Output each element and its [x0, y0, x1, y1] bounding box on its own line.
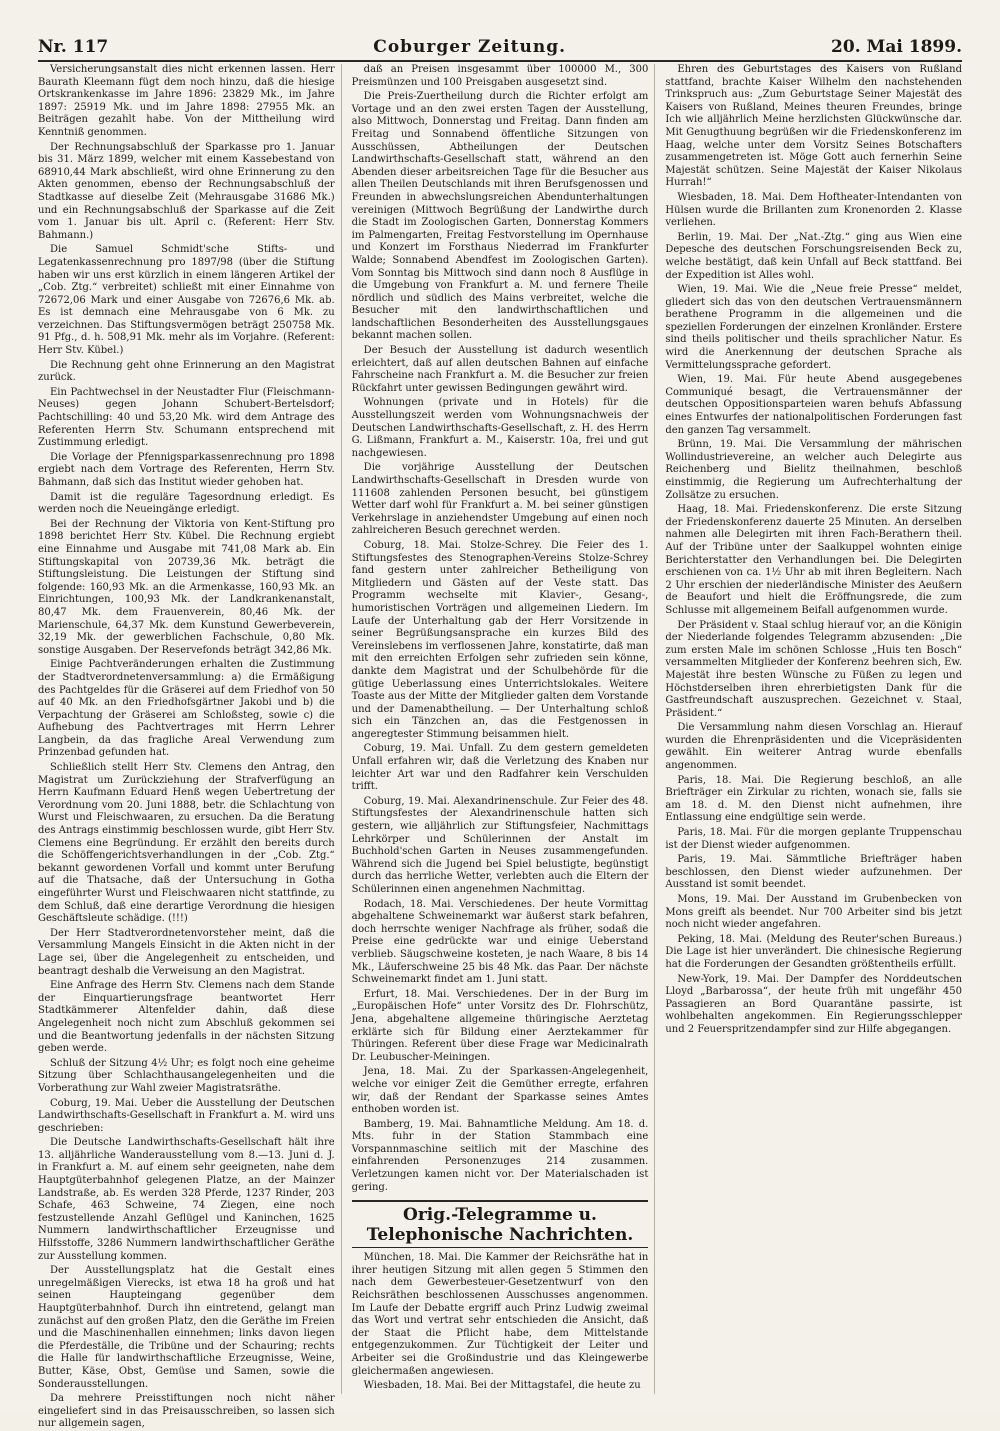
article-paragraph: Coburg, 19. Mai. Alexandrinenschule. Zur Feier des 48. Stiftungsfestes der Alexandrinenschule hatten sich gestern, wie alljährlich zur Stiftungsfeier, Nachmittags Lehrkörper und Schülerinnen der Anstalt im Buchhold'schen Garten in Neuses zusammengefunden. Während sich die Jugend bei Spiel belustigte, begünstigt durch das herrliche Wetter, verlebten auch die Eltern der Schülerinnen einen angenehmen Nachmittag.: [351, 795, 649, 895]
article-paragraph: Bei der Rechnung der Viktoria von Kent-Stiftung pro 1898 berichtet Herr Stv. Kübel. Die Rechnung ergiebt eine Einnahme und Ausgabe mit 741,08 Mark ab. Ein Stiftungskapital von 20739,36 Mk. beträgt die Stiftungsleistung. Die Leistungen der Stiftung sind folgende: 160,93 Mk. an die Armenkasse, 160,93 Mk. an Einrichtungen, 100,93 Mk. der Landkrankenanstalt, 80,47 Mk. dem Frauenverein, 80,46 Mk. der Marienschule, 64,37 Mk. dem Kunstund Gewerbeverein, 32,19 Mk. der gewerblichen Fachschule, 0,80 Mk. sonstige Ausgaben. Der Reservefonds beträgt 342,86 Mk.: [38, 518, 335, 656]
article-paragraph: Peking, 18. Mai. (Meldung des Reuter'schen Bureaus.) Die Lage ist hier unverändert. Die chinesische Regierung hat die Forderungen der Gesandten größtentheils erfüllt.: [665, 933, 963, 970]
article-paragraph: Berlin, 19. Mai. Der „Nat.-Ztg.“ ging aus Wien eine Depesche des deutschen Forschungsreisenden Beck zu, welche bestätigt, daß kein Unfall auf Beck stattfand. Bei der Expedition ist Alles wohl.: [665, 231, 963, 281]
article-paragraph: Die Preis-Zuertheilung durch die Richter erfolgt am Vortage und an den zwei ersten Tagen der Ausstellung, also Mittwoch, Donnerstag und Freitag. Dann finden am Freitag und Sonnabend öffentliche Sitzungen von Ausschüssen, Abtheilungen der Deutschen Landwirthschafts-Gesellschaft statt, während an den Abenden dieser arbeitsreichen Tage für die Besucher aus allen Theilen Deutschlands mit ihren Berufsgenossen und Freunden in abwechslungsreichen Abendunterhaltungen vereinigen (Mittwoch Begrüßung der Landwirthe durch die Stadt im Zoologischen Garten, Donnerstag Kommers im Palmengarten, Freitag Festvorstellung im Opernhause und Konzert im Forsthaus Niederrad im Frankfurter Walde; Sonnabend Abendfest im Zoologischen Garten). Vom Sonntag bis Mittwoch sind dann noch 8 Ausflüge in die Umgebung von Frankfurt a. M. und fernere Theile nördlich und südlich des Mains verbreitet, welche die Besucher mit den landwirthschaftlichen und landschaftlichen Besonderheiten des Ausstellungsgaues bekannt machen sollen.: [351, 91, 649, 342]
article-paragraph: Der Rechnungsabschluß der Sparkasse pro 1. Januar bis 31. März 1899, welcher mit einem Kassebestand von 68910,44 Mark abschließt, wird ohne Erinnerung zu den Akten genommen, ebenso der Rechnungsabschluß der Stadtkasse auf dieselbe Zeit (Mehrausgabe 31686 Mk.) und ein Rechnungsabschluß der Sparkasse auf die Zeit vom 1. Januar bis ult. April c. (Referent: Herr Stv. Bahmann.): [38, 141, 335, 241]
article-paragraph: Wiesbaden, 18. Mai. Dem Hoftheater-Intendanten von Hülsen wurde die Brillanten zum Kronenorden 2. Klasse verliehen.: [665, 191, 963, 229]
article-paragraph: New-York, 19. Mai. Der Dampfer des Norddeutschen Lloyd „Barbarossa“, der heute früh mit ungefähr 450 Passagieren an Bord Quarantäne passirte, ist wohlbehalten angekommen. Ein Regierungsschlepper und 2 Feuerspritzendampfer sind zur Hilfe abgegangen.: [665, 973, 963, 1035]
article-paragraph: Einige Pachtveränderungen erhalten die Zustimmung der Stadtverordnetenversammlung: a) die Ermäßigung des Pachtgeldes für die Gräserei auf dem Friedhof von 50 auf 40 Mk. an den Friedhofsgärtner Jakobi und b) die Verpachtung der Gräserei am Schloßsteg, sowie c) die Aufhebung des Pachtvertrages mit Herrn Lehrer Langbein, da das fragliche Areal Verwendung zum Prinzenbad gefunden hat.: [38, 659, 335, 759]
article-paragraph: Coburg, 19. Mai. Ueber die Ausstellung der Deutschen Landwirthschafts-Gesellschaft in Frankfurt a. M. wird uns geschrieben:: [38, 1097, 335, 1134]
masthead: [38, 30, 962, 62]
article-paragraph: Coburg, 18. Mai. Stolze-Schrey. Die Feier des 1. Stiftungsfestes des Stenographen-Vereins Stolze-Schrey fand gestern unter zahlreicher Betheiligung von Mitgliedern und Gästen auf der Veste statt. Das Programm wechselte mit Klavier-, Gesang-, humoristischen Vorträgen und allgemeinen Liedern. Im Laufe der Unterhaltung gab der Herr Vorsitzende in seiner Begrüßungsansprache ein kurzes Bild des Vereinslebens im verflossenen Jahre, konstatirte, daß man mit den erreichten Erfolgen sehr zufrieden sein könne, dankte dem Magistrat und der Schulbehörde für die gütige Ueberlassung eines Unterrichtslokales. Weitere Toaste aus der Mitte der Mitglieder galten dem Vorstande und der Damenabtheilung. — Der Unterhaltung schloß sich ein Tänzchen an, das die Festgenossen in angeregtester Stimmung beisammen hielt.: [351, 539, 649, 740]
article-paragraph: Eine Anfrage des Herrn Stv. Clemens nach dem Stande der Einquartierungsfrage beantwortet Herr Stadtkämmerer Altenfelder dahin, daß diese Angelegenheit noch nicht zum Abschluß gekommen sei und die Beantwortung jedenfalls in der nächsten Sitzung geben werde.: [38, 980, 335, 1055]
article-paragraph: Der Besuch der Ausstellung ist dadurch wesentlich erleichtert, daß auf allen deutschen Bahnen auf einfache Fahrscheine nach Frankfurt a. M. die Besucher zur freien Rückfahrt unter gewissen Bedingungen gewährt wird.: [351, 345, 649, 394]
article-paragraph: Paris, 19. Mai. Sämmtliche Briefträger haben beschlossen, den Dienst wieder aufzunehmen. Der Ausstand ist somit beendet.: [665, 854, 963, 891]
article-paragraph: Die Samuel Schmidt'sche Stifts- und Legatenkassenrechnung pro 1897/98 (über die Stiftung haben wir uns erst kürzlich in einem längeren Artikel der „Cob. Ztg.“ verbreitet) schließt mit einer Einnahme von 72672,06 Mark und einer Ausgabe von 72676,6 Mk. ab. Es ist demnach eine Mehrausgabe von 6 Mk. zu verzeichnen. Das Stiftungsvermögen beträgt 250758 Mk. 91 Pfg., d. h. 508,91 Mk. mehr als im Vorjahre. (Referent: Herr Stv. Kübel.): [38, 244, 335, 357]
article-paragraph: Rodach, 18. Mai. Verschiedenes. Der heute Vormittag abgehaltene Schweinemarkt war äußerst stark befahren, doch herrschte weniger Nachfrage als früher, sodaß die Preise eine gedrückte war und einige Ueberstand verblieb. Säugschweine kosteten, je nach Waare, 8 bis 14 Mk., Läuferschweine 25 bis 48 Mk. das Paar. Der nächste Schweinemarkt findet am 1. Juni statt.: [351, 898, 649, 986]
article-paragraph: Paris, 18. Mai. Für die morgen geplante Truppenschau ist der Dienst wieder aufgenommen.: [665, 827, 963, 851]
column-2: [352, 64, 656, 1394]
issue-number: Nr. 117: [38, 37, 109, 57]
article-paragraph: Erfurt, 18. Mai. Verschiedenes. Der in der Burg im „Europäischen Hofe“ unter Vorsitz des Dr. Flohrschütz, Jena, abgehaltene allgemeine thüringische Aerztetag erklärte sich für Bildung einer Aerztekammer für Thüringen. Referent über diese Frage war Medicinalrath Dr. Leubuscher-Meiningen.: [351, 988, 649, 1063]
article-paragraph: Damit ist die reguläre Tagesordnung erledigt. Es werden noch die Neueingänge erledigt.: [38, 491, 335, 516]
article-paragraph: Bamberg, 19. Mai. Bahnamtliche Meldung. Am 18. d. Mts. fuhr in der Station Stammbach eine Vorspannmaschine seitlich mit der Maschine des einfahrenden Personenzuges 214 zusammen. Verletzungen kamen nicht vor. Der Materialschaden ist gering.: [351, 1118, 649, 1193]
issue-date: 20. Mai 1899.: [831, 37, 962, 57]
article-paragraph: Da mehrere Preisstiftungen noch nicht näher eingeliefert sind in das Preisausschreiben, so lassen sich nur allgemein sagen,: [38, 1393, 335, 1430]
article-paragraph: Ehren des Geburtstages des Kaisers von Rußland stattfand, brachte Kaiser Wilhelm den nachstehenden Trinkspruch aus: „Zum Geburtstage Seiner Majestät des Kaisers von Rußland, Meines theuren Freundes, bringe Ich wie alljährlich Meine herzlichsten Glückwünsche dar. Mit Genugthuung begrüßen wir die Friedenskonferenz im Haag, welche unter dem Vorsitz Seines Botschafters zusammengetreten ist. Möge Gott auch fernerhin Seine Majestät schützen. Seine Majestät der Kaiser Nikolaus Hurrah!“: [665, 64, 963, 189]
article-paragraph: Ein Pachtwechsel in der Neustadter Flur (Fleischmann-Neuses) gegen Johann Schubert-Bertelsdorf; Pachtschilling: 40 und 53,20 Mk. wird dem Antrage des Referenten Herrn Stv. Schumann entsprechend mit Zustimmung erledigt.: [38, 386, 335, 449]
section-title: Orig.-Telegramme u. Telephonische Nachrichten.: [352, 1200, 649, 1248]
column-3: [665, 64, 962, 1394]
article-paragraph: Der Präsident v. Staal schlug hierauf vor, an die Königin der Niederlande folgendes Telegramm abzusenden: „Die zum ersten Male im schönen Schlosse „Huis ten Bosch“ versammelten Mitglieder der Konferenz beehren sich, Ew. Majestät ihre besten Wünsche zu Füßen zu legen und Höchstderselben ihren ehrerbietigsten Dank für die Gastfreundschaft auszusprechen. Gezeichnet v. Staal, Präsident.“: [665, 619, 963, 719]
article-paragraph: Schließlich stellt Herr Stv. Clemens den Antrag, den Magistrat um Zurückziehung der Strafverfügung an Herrn Kaufmann Eduard Henß wegen Uebertretung der Verordnung vom 20. Juni 1888, betr. die Schlachtung von Wurst und Fleischwaaren, zu ersuchen. Da die Beratung des Antrags einstimmig beschlossen wurde, gibt Herr Stv. Clemens eine Begründung. Er erzählt den bereits durch die Schöffengerichtsverhandlungen in der „Cob. Ztg.“ bekannt gewordenen Vorfall und kommt unter Berufung auf die Thatsache, daß der Untersuchung in Gotha eingeführter Wurst und Fleischwaaren nicht stattfinde, zu dem Schluß, daß eine derartige Verordnung die hiesigen Geschäftsleute schädige. (!!!): [38, 762, 335, 925]
article-paragraph: Coburg, 19. Mai. Unfall. Zu dem gestern gemeldeten Unfall erfahren wir, daß die Verletzung des Knaben nur leichter Art war und den Radfahrer kein Verschulden trifft.: [351, 743, 649, 793]
article-paragraph: Wohnungen (private und in Hotels) für die Ausstellungszeit werden vom Wohnungsnachweis der Deutschen Landwirthschafts-Gesellschaft, z. H. des Herrn G. Lißmann, Frankfurt a. M., Kaiserstr. 10a, frei und gut nachgewiesen.: [351, 397, 649, 459]
article-paragraph: daß an Preisen insgesammt über 100000 M., 300 Preismünzen und 100 Preisgaben ausgesetzt sind.: [351, 64, 649, 88]
article-paragraph: Die Deutsche Landwirthschafts-Gesellschaft hält ihre 13. alljährliche Wanderausstellung vom 8.—13. Juni d. J. in Frankfurt a. M. auf einem sehr geeigneten, nahe dem Hauptgüterbahnhof gelegenen Platze, an der Mainzer Landstraße, ab. Es werden 328 Pferde, 1237 Rinder, 203 Schafe, 463 Schweine, 74 Ziegen, eine noch festzustellende Anzahl Geflügel und Kaninchen, 1625 Nummern landwirthschaftlicher Erzeugnisse und Hilfsstoffe, 3286 Nummern landwirthschaftlicher Geräthe zur Ausstellung kommen.: [38, 1137, 335, 1262]
article-paragraph: Wien, 19. Mai. Für heute Abend ausgegebenes Communiqué besagt, die Vertrauensmänner der deutschen Oppositionsparteien waren behufs Abfassung eines Entwurfes der nationalpolitischen Forderungen fast den ganzen Tag versammelt.: [665, 374, 963, 436]
article-paragraph: Mons, 19. Mai. Der Ausstand im Grubenbecken von Mons greift als beendet. Nur 700 Arbeiter sind bis jetzt noch nicht wieder angefahren.: [665, 894, 963, 931]
article-paragraph: Wiesbaden, 18. Mai. Bei der Mittagstafel, die heute zu: [363, 1380, 641, 1392]
newspaper-title: Coburger Zeitung.: [373, 37, 567, 57]
article-paragraph: Versicherungsanstalt dies nicht erkennen lassen. Herr Baurath Kleemann fügt dem noch hinzu, daß die hiesige Ortskrankenkasse im Jahre 1896: 23829 Mk., im Jahre 1897: 25919 Mk. und im Jahre 1898: 27955 Mk. an Beiträgen gezahlt habe. Von der Mittheilung wird Kenntniß genommen.: [38, 64, 335, 138]
article-paragraph: Die Vorlage der Pfennigsparkassenrechnung pro 1898 ergiebt nach dem Vortrage des Referenten, Herrn Stv. Bahmann, daß sich das Institut wieder gehoben hat.: [38, 451, 335, 488]
article-paragraph: Die Versammlung nahm diesen Vorschlag an. Hierauf wurden die Ehrenpräsidenten und die Vicepräsidenten gewählt. Ein weiterer Antrag wurde ebenfalls angenommen.: [665, 722, 963, 772]
article-paragraph: Schluß der Sitzung 4½ Uhr; es folgt noch eine geheime Sitzung über Schlachthausangelegenheiten und die Vorberathung zur Wahl zweier Magistratsräthe.: [38, 1057, 335, 1094]
article-paragraph: Jena, 18. Mai. Zu der Sparkassen-Angelegenheit, welche vor einiger Zeit die Gemüther erregte, erfahren wir, daß der Rendant der Sparkasse seines Amtes enthoben worden ist.: [351, 1066, 649, 1116]
column-1: [38, 64, 342, 1430]
text-columns: [38, 64, 963, 1430]
article-paragraph: Haag, 18. Mai. Friedenskonferenz. Die erste Sitzung der Friedenskonferenz dauerte 25 Minuten. An derselben nahmen alle Delegirten mit ihren Fach-Berathern theil. Auf der Tribüne unter der Saalkuppel wohnten einige Berichterstatter den Verhandlungen bei. Die Delegirten erschienen von ca. 1½ Uhr ab mit ihren Begleitern. Nach 2 Uhr erschien der niederländische Minister des Aeußern de Beaufort und hielt die Eröffnungsrede, die zum Schlusse mit allgemeinem Beifall aufgenommen wurde.: [665, 504, 963, 616]
article-paragraph: Der Ausstellungsplatz hat die Gestalt eines unregelmäßigen Vierecks, ist etwa 18 ha groß und hat seinen Haupteingang gegenüber dem Hauptgüterbahnhof. Durch ihn eintretend, gelangt man zunächst auf den großen Platz, den die Geräthe im Freien und die Maschinenhallen einnehmen; links davon liegen die Pferdeställe, die Tribüne und der Schauring; rechts die Halle für landwirthschaftliche Erzeugnisse, Weine, Butter, Käse, Obst, Gemüse und Samen, sowie die Sonderausstellungen.: [38, 1265, 335, 1390]
article-paragraph: München, 18. Mai. Die Kammer der Reichsräthe hat in ihrer heutigen Sitzung mit allen gegen 5 Stimmen den nach dem Gewerbesteuer-Gesetzentwurf von den Reichsräthen beschlossenen Ausschusses angenommen. Im Laufe der Debatte ergriff auch Prinz Ludwig zweimal das Wort und vertrat sehr entschieden die Ansicht, daß der Staat die Pflicht habe, dem Mittelstande entgegenzukommen. Zur Tüchtigkeit der Leiter und Arbeiter sei die Großindustrie und das Kleingewerbe gleichermaßen angewiesen.: [351, 1252, 649, 1377]
article-paragraph: Die Rechnung geht ohne Erinnerung an den Magistrat zurück.: [38, 359, 335, 384]
article-paragraph: Paris, 18. Mai. Die Regierung beschloß, an alle Briefträger ein Zirkular zu richten, wonach sie, falls sie am 18. d. M. den Dienst nicht aufnehmen, ihre Entlassung eine endgültige sein werde.: [665, 774, 963, 824]
article-paragraph: Brünn, 19. Mai. Die Versammlung der mährischen Wollindustrievereine, an welcher auch Delegirte aus Reichenberg und Bielitz theilnahmen, beschloß einstimmig, die Regierung um Aufrechterhaltung der Zollsätze zu ersuchen.: [665, 439, 963, 501]
article-paragraph: Wien, 19. Mai. Wie die „Neue freie Presse“ meldet, gliedert sich das von den deutschen Vertrauensmännern berathene Programm in die allgemeinen und die speziellen Forderungen der einzelnen Kronländer. Erstere sind theils politischer und theils sprachlicher Natur. Es wird die Anerkennung der deutschen Sprache als Vermittelungssprache gefordert.: [665, 284, 963, 371]
article-paragraph: Die vorjährige Ausstellung der Deutschen Landwirthschafts-Gesellschaft in Dresden wurde von 111608 zahlenden Personen besucht, bei günstigem Wetter darf wohl für Frankfurt a. M. bei seiner günstigen Verkehrslage in anziehendster Umgebung auf einen noch zahlreicheren Besuch gerechnet werden.: [351, 462, 649, 537]
article-paragraph: Der Herr Stadtverordnetenvorsteher meint, daß die Versammlung Mangels Einsicht in die Akten nicht in der Lage sei, über die Angelegenheit zu entscheiden, und beantragt deshalb die Verweisung an den Magistrat.: [38, 927, 335, 977]
